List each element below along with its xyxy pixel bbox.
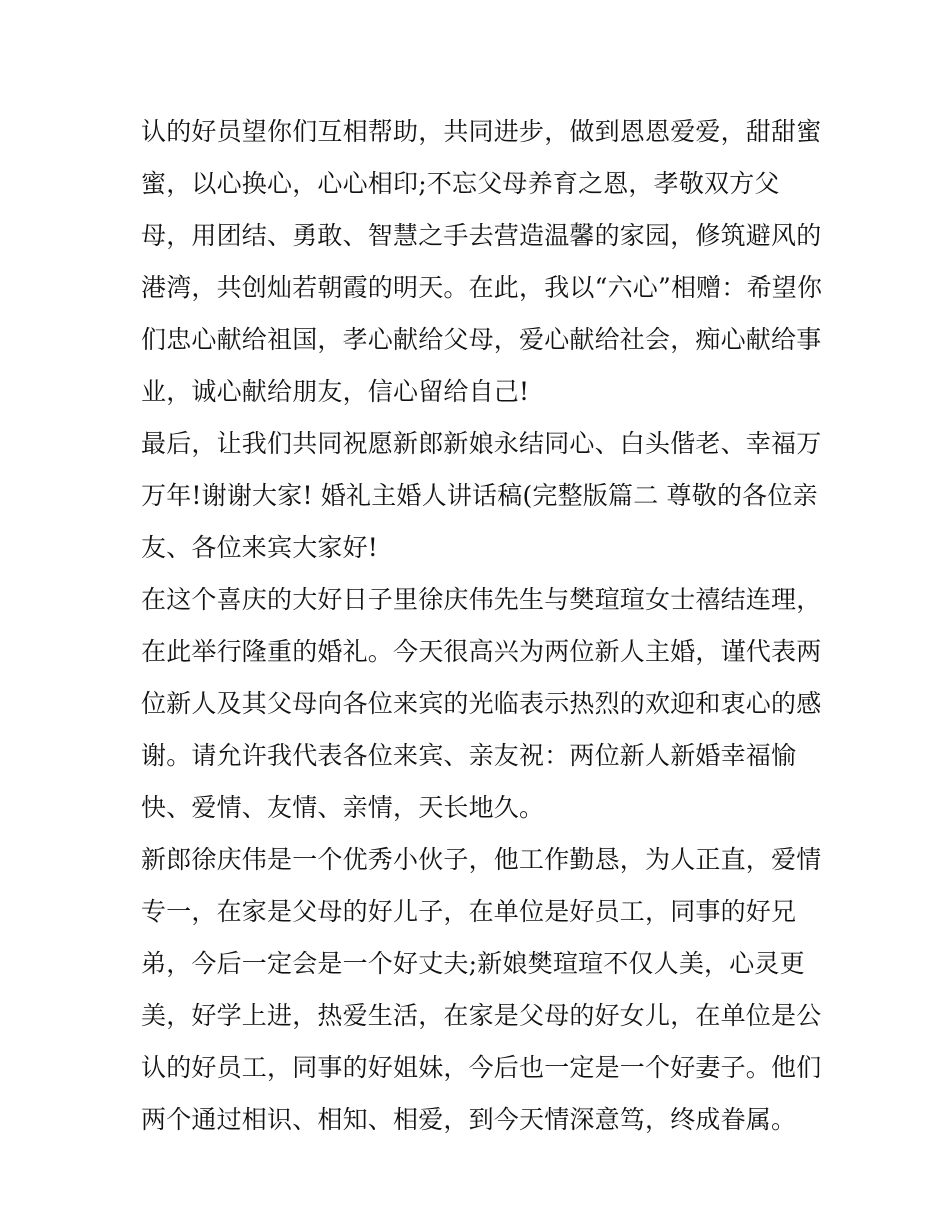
text-line: 谢。请允许我代表各位来宾、亲友祝：两位新人新婚幸福愉 — [141, 741, 797, 770]
text-line: 母，用团结、勇敢、智慧之手去营造温馨的家园，修筑避风的 — [141, 221, 822, 250]
text-line: 认的好员工，同事的好姐妹，今后也一定是一个好妻子。他们 — [141, 1053, 822, 1082]
text-line: 蜜，以心换心，心心相印;不忘父母养育之恩，孝敬双方父 — [141, 169, 780, 198]
text-line: 港湾，共创灿若朝霞的明天。在此，我以“六心”相赠：希望你 — [141, 273, 823, 302]
text-line: 业，诚心献给朋友，信心留给自己! — [141, 377, 530, 406]
text-line: 弟，今后一定会是一个好丈夫;新娘樊瑄瑄不仅人美，心灵更 — [141, 949, 805, 978]
text-line: 在这个喜庆的大好日子里徐庆伟先生与樊瑄瑄女士禧结连理， — [141, 585, 822, 614]
text-line: 专一，在家是父母的好儿子，在单位是好员工，同事的好兄 — [141, 897, 797, 926]
text-line: 新郎徐庆伟是一个优秀小伙子，他工作勤恳，为人正直，爱情 — [141, 845, 822, 874]
text-line: 友、各位来宾大家好! — [141, 533, 379, 562]
text-line: 最后，让我们共同祝愿新郎新娘永结同心、白头偕老、幸福万 — [141, 429, 822, 458]
text-line: 认的好员望你们互相帮助，共同进步，做到恩恩爱爱，甜甜蜜 — [141, 117, 822, 146]
text-line: 万年!谢谢大家! 婚礼主婚人讲话稿(完整版篇二 尊敬的各位亲 — [141, 481, 818, 510]
text-line: 快、爱情、友情、亲情，天长地久。 — [141, 793, 545, 822]
text-line: 在此举行隆重的婚礼。今天很高兴为两位新人主婚，谨代表两 — [141, 637, 822, 666]
text-line: 位新人及其父母向各位来宾的光临表示热烈的欢迎和衷心的感 — [141, 689, 822, 718]
text-line: 两个通过相识、相知、相爱，到今天情深意笃，终成眷属。 — [141, 1105, 797, 1134]
document-body — [141, 106, 821, 1146]
text-line: 美，好学上进，热爱生活，在家是父母的好女儿，在单位是公 — [141, 1001, 822, 1030]
text-line: 们忠心献给祖国，孝心献给父母，爱心献给社会，痴心献给事 — [141, 325, 822, 354]
